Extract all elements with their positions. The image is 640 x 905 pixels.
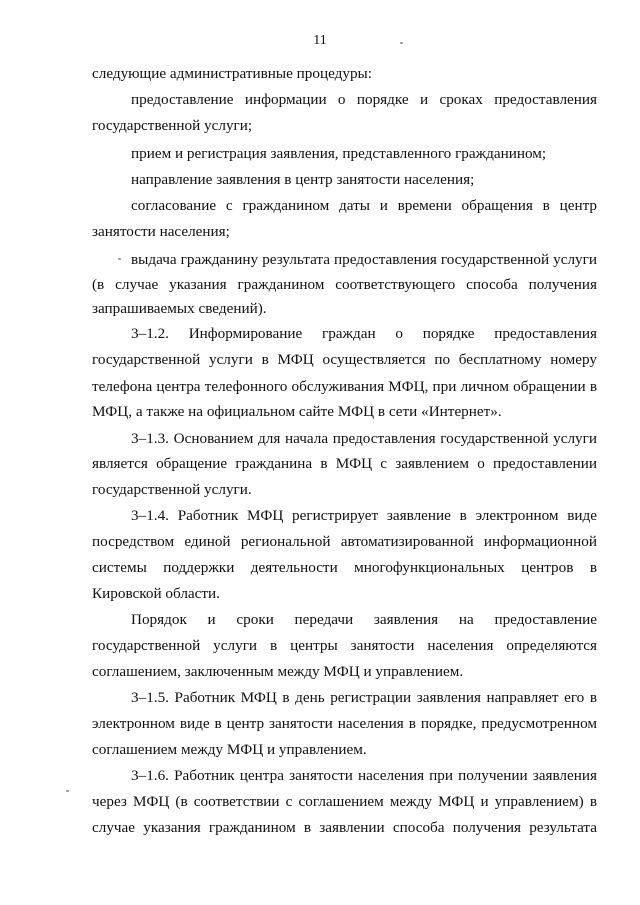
text-line: прием и регистрация заявления, представленного гражданином; [131,145,547,162]
text-line: государственной услуги в МФЦ осуществляется по бесплатному номеру [92,351,597,368]
text-line: запрашиваемых сведений). [92,300,267,317]
text-line: посредством единой региональной автоматизированной информационной [92,533,597,550]
text-line: через МФЦ (в соответствии с соглашением между МФЦ и управлением) в [92,793,597,810]
text-line: выдача гражданину результата предоставления государственной услуги [131,251,597,268]
text-line: является обращение гражданина в МФЦ с заявлением о предоставлении [92,455,597,472]
scan-speck [118,258,121,260]
text-line: направление заявления в центр занятости населения; [131,171,475,188]
text-line: согласование с гражданином даты и времени обращения в центр [131,197,597,214]
text-line: случае указания гражданином в заявлении способа получения результата [92,819,597,836]
text-line: следующие административные процедуры: [92,65,372,82]
text-line: электронном виде в центр занятости населения в порядке, предусмотренном [92,715,597,732]
text-line: предоставление информации о порядке и сроках предоставления [131,91,597,108]
text-line: 3–1.5. Работник МФЦ в день регистрации заявления направляет его в [131,689,597,706]
scan-speck [400,42,403,44]
page-number: 11 [313,33,327,48]
text-line: занятости населения; [92,223,230,240]
text-line: государственной услуги в центры занятости населения определяются [92,637,597,654]
text-line: 3–1.2. Информирование граждан о порядке предоставления [131,325,597,342]
text-line: (в случае указания гражданином соответствующего способа получения [92,276,597,293]
text-line: 3–1.6. Работник центра занятости населения при получении заявления [131,767,597,784]
text-line: соглашением между МФЦ и управлением. [92,741,367,758]
text-line: 3–1.4. Работник МФЦ регистрирует заявление в электронном виде [131,507,597,524]
text-line: государственной услуги; [92,117,253,134]
text-line: соглашением, заключенным между МФЦ и управлением. [92,663,464,680]
scan-speck [66,790,69,792]
text-line: МФЦ, а также на официальном сайте МФЦ в сети «Интернет». [92,403,502,420]
text-line: государственной услуги. [92,481,252,498]
text-line: телефона центра телефонного обслуживания МФЦ, при личном обращении в [92,378,597,395]
text-line: Кировской области. [92,585,220,602]
text-line: 3–1.3. Основанием для начала предоставления государственной услуги [131,430,597,447]
text-line: системы поддержки деятельности многофункциональных центров в [92,559,597,576]
text-line: Порядок и сроки передачи заявления на предоставление [131,611,597,628]
